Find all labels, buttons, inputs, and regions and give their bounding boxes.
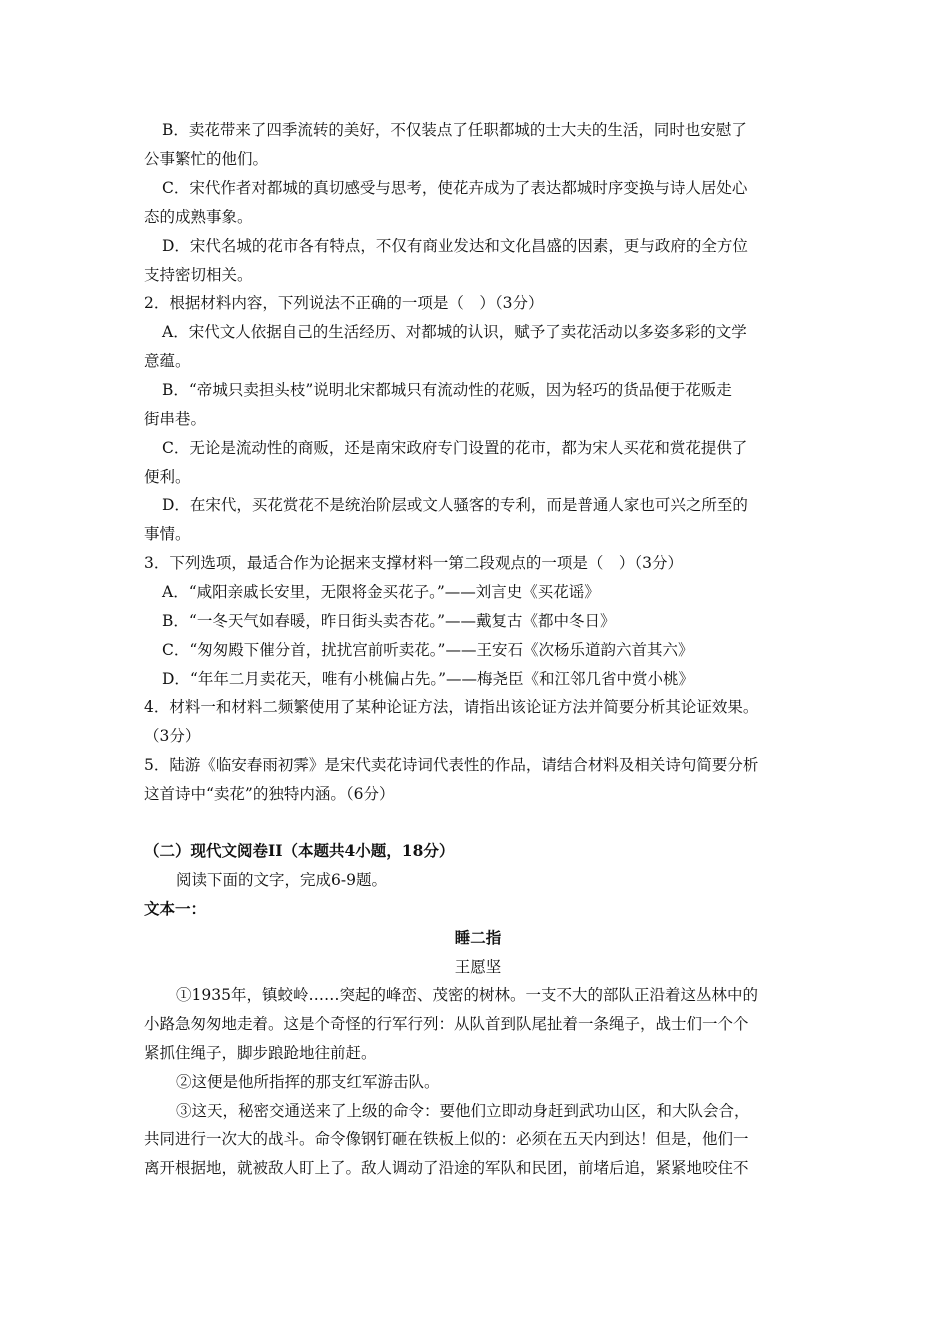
q2-stem: 2．根据材料内容，下列说法不正确的一项是（ ）（3分） [144, 294, 544, 312]
story-paragraph-line: ①1935年，镇蛟岭……突起的峰峦、茂密的树林。一支不大的部队正沿着这丛林中的 [176, 986, 758, 1004]
section-heading: （二）现代文阅卷II（本题共4小题，18分） [144, 841, 455, 860]
q2-option-b-line1: B．“帝城只卖担头枝”说明北宋都城只有流动性的花贩，因为轻巧的货品便于花贩走 [162, 381, 732, 399]
q1-option-d-line2: 支持密切相关。 [144, 266, 253, 284]
q3-option-b: B．“一冬天气如春暖，昨日街头卖杏花。”——戴复古《都中冬日》 [162, 612, 616, 630]
story-title: 睡二指 [454, 928, 502, 947]
q2-option-b-line2: 街串巷。 [144, 410, 207, 428]
q2-option-a-line2: 意蕴。 [144, 352, 191, 370]
story-paragraph-line: 共同进行一次大的战斗。命令像钢钉砸在铁板上似的：必须在五天内到达！但是，他们一 [144, 1130, 749, 1148]
q3-option-d: D．“年年二月卖花天，唯有小桃偏占先。”——梅尧臣《和江邻几省中赏小桃》 [162, 670, 695, 688]
q1-option-b-line2: 公事繁忙的他们。 [144, 150, 269, 168]
section-instruction: 阅读下面的文字，完成6-9题。 [176, 871, 387, 889]
q4-line1: 4．材料一和材料二频繁使用了某种论证方法，请指出该论证方法并简要分析其论证效果。 [144, 698, 759, 716]
q3-option-c: C．“匆匆殿下催分首，扰扰宫前听卖花。”——王安石《次杨乐道韵六首其六》 [162, 641, 694, 659]
story-paragraph-line: 紧抓住绳子，脚步踉跄地往前赶。 [144, 1044, 377, 1062]
q1-option-c-line2: 态的成熟事象。 [144, 208, 253, 226]
q2-option-c-line2: 便利。 [144, 468, 191, 486]
q1-option-d-line1: D．宋代名城的花市各有特点，不仅有商业发达和文化昌盛的因素，更与政府的全方位 [162, 237, 748, 255]
q5-line2: 这首诗中“卖花”的独特内涵。（6分） [144, 785, 395, 803]
story-paragraph-line: 小路急匆匆地走着。这是个奇怪的行军行列：从队首到队尾扯着一条绳子，战士们一个个 [144, 1015, 749, 1033]
q2-option-d-line2: 事情。 [144, 525, 191, 543]
story-paragraph-line: ③这天，秘密交通送来了上级的命令：要他们立即动身赶到武功山区，和大队会合， [176, 1102, 750, 1120]
q1-option-b-line1: B．卖花带来了四季流转的美好，不仅装点了任职都城的士大夫的生活，同时也安慰了 [162, 121, 747, 139]
q2-option-c-line1: C．无论是流动性的商贩，还是南宋政府专门设置的花市，都为宋人买花和赏花提供了 [162, 439, 748, 457]
text-one-label: 文本一： [144, 899, 207, 918]
story-paragraph-line: ②这便是他所指挥的那支红军游击队。 [176, 1073, 440, 1091]
q1-option-c-line1: C．宋代作者对都城的真切感受与思考，使花卉成为了表达都城时序变换与诗人居处心 [162, 179, 748, 197]
q2-option-a-line1: A．宋代文人依据自己的生活经历、对都城的认识，赋予了卖花活动以多姿多彩的文学 [162, 323, 747, 341]
q4-line2: （3分） [144, 727, 201, 745]
story-author: 王愿坚 [454, 958, 502, 976]
q2-option-d-line1: D．在宋代，买花赏花不是统治阶层或文人骚客的专利，而是普通人家也可兴之所至的 [162, 496, 748, 514]
q3-option-a: A．“咸阳亲戚长安里，无限将金买花子。”——刘言史《买花谣》 [162, 583, 600, 601]
story-paragraph-line: 离开根据地，就被敌人盯上了。敌人调动了沿途的军队和民团，前堵后追，紧紧地咬住不 [144, 1159, 749, 1177]
q5-line1: 5．陆游《临安春雨初霁》是宋代卖花诗词代表性的作品，请结合材料及相关诗句简要分析 [144, 756, 759, 774]
q3-stem: 3．下列选项，最适合作为论据来支撑材料一第二段观点的一项是（ ）（3分） [144, 554, 683, 572]
